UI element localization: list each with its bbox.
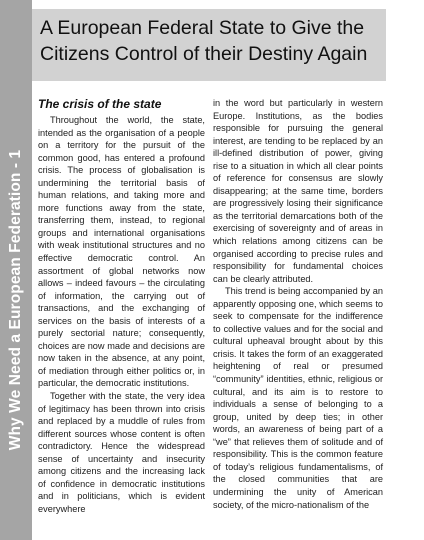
article-column-left	[38, 96, 205, 516]
paragraph: Throughout the world, the state, intended as the organisation of a people on a territory for the pursuit of the common good, has entered a profound crisis. The process of globalisation is undermining the territorial basis of human relations, and taking more and more functions away from the state, transferring them, instead, to regional groups and international organisations with weak institutional structures and no effective democratic control. An assortment of global networks now allows – indeed favours – the circulating of information, the carrying out of transactions, and the exchanging of services on the basis of interests of a purely sectorial nature; consequently, choices are now made and decisions are now taken in the absence, at any point, of mediation through either politics or, in particular, the democratic institutions.	[38, 115, 205, 389]
article-title: A European Federal State to Give the Citizens Control of their Destiny Again	[40, 17, 368, 65]
paragraph-continued: in the word but particularly in western Europe. Institutions, as the bodies responsible for pursuing the general interest, are tending to be replaced by an ill-defined distribution of power, giving rise to a situation in which all clear points of reference for consensus are slowly disappearing; at the same time, borders are progressively losing their significance as the territorial demarcations both of the exercising of sovereignty and of areas in which relations among citizens can be organised according to precise rules and responsibility for fundamental choices can be clearly attributed.	[213, 98, 383, 284]
series-title: Why We Need a European Federation - 1	[7, 149, 24, 451]
paragraph: This trend is being accompanied by an apparently opposing one, which seems to seek to compensate for the indifference to collective values and for the social and cultural upheaval brought about by this crisis. It takes the form of an exaggerated heightening of real or presumed “community” identities, ethnic, religious or cultural, and its aim is to restore to individuals a sense of belonging to a group, united by deep ties; in other words, an awareness of being part of a “we” that relieves them of solitude and of responsibility. This is the common feature of today’s religious fundamentalisms, of the closed communities that are undermining the unity of American society, of the micro-nationalism of the	[213, 286, 383, 510]
article-column-right	[213, 97, 383, 511]
side-band	[0, 0, 32, 540]
section-heading: The crisis of the state	[38, 97, 162, 111]
paragraph: Together with the state, the very idea of legitimacy has been thrown into crisis and replaced by a muddle of rules from different sources whose content is often contradictory. Hence the widespread sense of uncertainty and insecurity among citizens and the increasing lack of confidence in democratic institutions and in politicians, which is evident everywhere	[38, 391, 205, 514]
